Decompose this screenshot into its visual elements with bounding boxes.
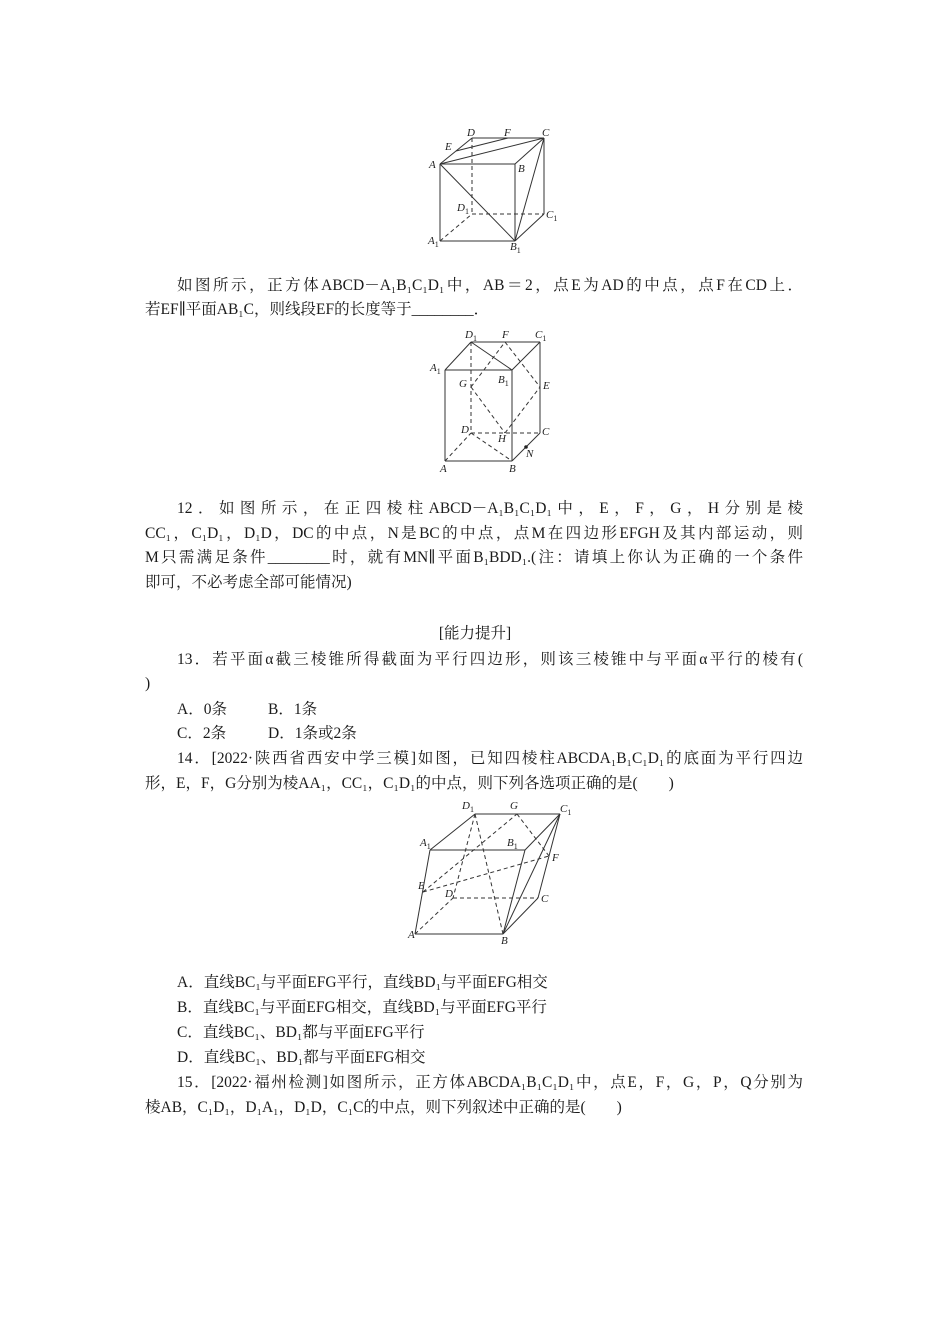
- problem13-option-b: B．1条: [268, 701, 318, 718]
- label-G: G: [510, 800, 518, 812]
- label-E: E: [543, 380, 550, 392]
- label-A1: $A_1$: [428, 235, 439, 249]
- label-C: C: [542, 127, 550, 139]
- label-C: C: [542, 426, 550, 438]
- figure-prism-problem14: [405, 798, 585, 946]
- label-E: E: [418, 880, 425, 892]
- label-E: E: [445, 141, 452, 153]
- problem13-option-a: A．0条: [177, 701, 227, 718]
- problem14-line1: 14．[2022·陕西省西安中学三模]如图，已知四棱柱ABCDA₁B₁C₁D₁的底面为平行四边: [177, 750, 803, 767]
- label-G: G: [459, 378, 467, 390]
- problem15-line1: 15．[2022·福州检测]如图所示，正方体ABCDA₁B₁C₁D₁中，点E，F，G，P，Q分别为: [177, 1074, 803, 1091]
- label-F: F: [504, 127, 511, 139]
- label-D1: $D_1$: [465, 329, 477, 343]
- label-A: A: [440, 463, 447, 475]
- label-B1: $B_1$: [510, 241, 521, 254]
- problem14-option-a: A．直线BC₁与平面EFG平行，直线BD₁与平面EFG相交: [177, 974, 548, 991]
- label-D: D: [461, 424, 469, 436]
- label-F: F: [552, 852, 559, 864]
- problem13-option-d: D．1条或2条: [268, 725, 357, 742]
- problem13-option-c: C．2条: [177, 725, 227, 742]
- label-C: C: [541, 893, 549, 905]
- problem14-option-c: C．直线BC₁、BD₁都与平面EFG平行: [177, 1024, 425, 1041]
- label-D: D: [445, 888, 453, 900]
- label-B1: $B_1$: [507, 837, 518, 851]
- label-C1: $C_1$: [546, 209, 558, 223]
- label-N: N: [526, 448, 534, 460]
- label-A: A: [429, 159, 436, 171]
- label-H: H: [498, 433, 506, 445]
- problem12-line1: 12．如图所示，在正四棱柱ABCD－A₁B₁C₁D₁中，E，F，G，H分别是棱: [177, 500, 803, 517]
- label-A1: $A_1$: [430, 362, 441, 376]
- figure-prism-problem12: [425, 325, 575, 475]
- problem12-line3: M只需满足条件________时，就有MN∥平面B₁BDD₁.(注：请填上你认为正确的一个条件: [145, 549, 803, 566]
- problem11-line2: 若EF∥平面AB₁C，则线段EF的长度等于________．: [145, 301, 490, 318]
- label-B: B: [501, 935, 508, 946]
- problem15-line2: 棱AB，C₁D₁，D₁A₁，D₁D，C₁C的中点，则下列叙述中正确的是( ): [145, 1099, 622, 1116]
- label-A1: $A_1$: [420, 837, 431, 851]
- problem14-option-b: B．直线BC₁与平面EFG相交，直线BD₁与平面EFG平行: [177, 999, 547, 1016]
- problem14-line2: 形，E，F，G分别为棱AA₁，CC₁，C₁D₁的中点，则下列各选项正确的是( ): [145, 775, 674, 792]
- label-B: B: [509, 463, 516, 475]
- section-title: [能力提升]: [438, 625, 512, 642]
- label-C1: $C_1$: [560, 803, 572, 817]
- label-F: F: [502, 329, 509, 341]
- label-D: D: [467, 127, 475, 139]
- problem12-line4: 即可，不必考虑全部可能情况): [145, 574, 352, 591]
- label-C1: $C_1$: [535, 329, 547, 343]
- problem12-line2: CC₁，C₁D₁，D₁D，DC的中点，N是BC的中点，点M在四边形EFGH及其内部运动，则: [145, 525, 803, 542]
- figure-cube-problem11: [420, 124, 570, 254]
- problem14-option-d: D．直线BC₁、BD₁都与平面EFG相交: [177, 1049, 426, 1066]
- label-D1: $D_1$: [462, 800, 474, 814]
- label-B1: $B_1$: [498, 374, 509, 388]
- problem11-line1: 如图所示，正方体ABCD－A₁B₁C₁D₁中，AB＝2，点E为AD的中点，点F在CD上．: [177, 277, 803, 294]
- problem13-line1: 13．若平面α截三棱锥所得截面为平行四边形，则该三棱锥中与平面α平行的棱有(: [177, 651, 803, 668]
- label-A: A: [408, 929, 415, 941]
- label-B: B: [518, 163, 525, 175]
- label-D1: $D_1$: [457, 202, 469, 216]
- problem13-line2: ): [145, 675, 151, 692]
